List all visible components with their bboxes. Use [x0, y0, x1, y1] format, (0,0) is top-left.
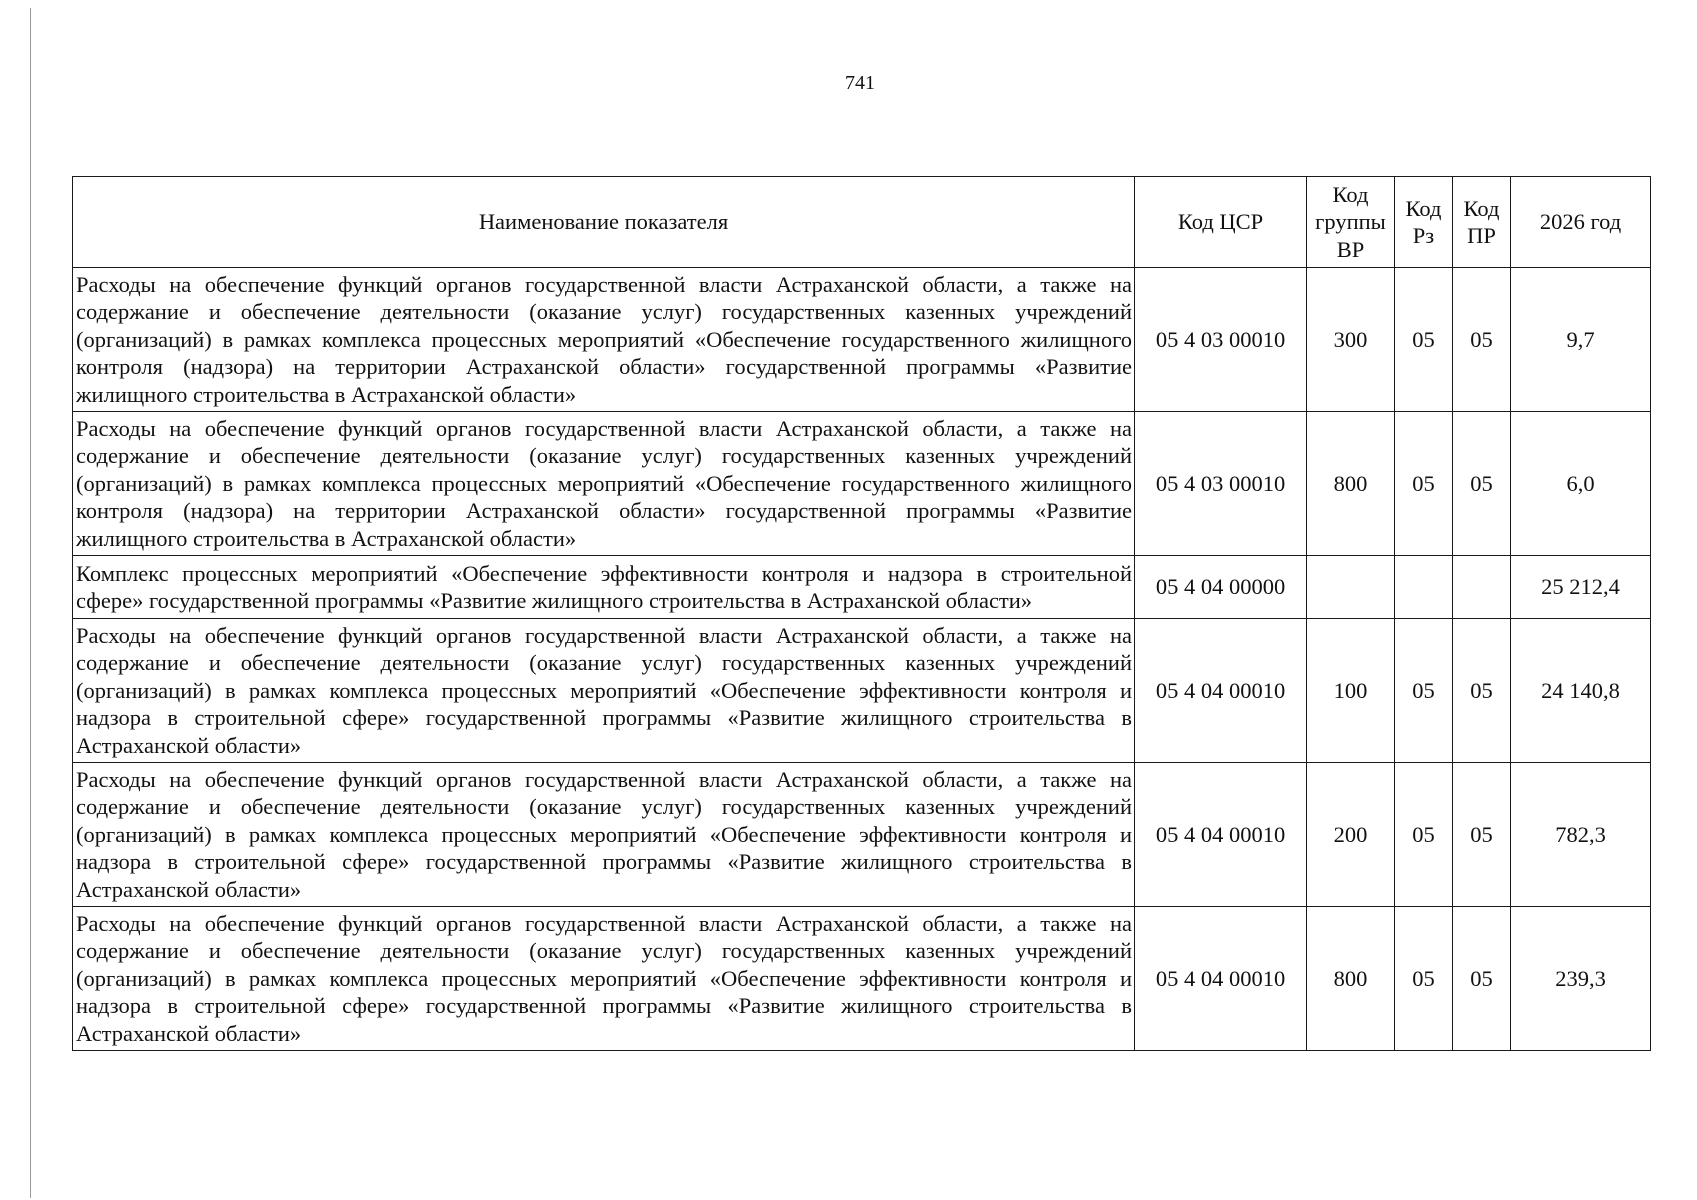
table-header-row: [73, 177, 1651, 268]
row-name: Расходы на обеспечение функций органов государственной власти Астраханской области, а также на содержание и обеспечение деятельности (оказание услуг) государственных казенных учреждений (организаций) в рамках комплекса процессных мероприятий «Обеспечение эффективности контроля и надзора в строительной сфере» государственной программы «Развитие жилищного строительства в Астраханской области»: [73, 619, 1135, 763]
row-name: Расходы на обеспечение функций органов государственной власти Астраханской области, а также на содержание и обеспечение деятельности (оказание услуг) государственных казенных учреждений (организаций) в рамках комплекса процессных мероприятий «Обеспечение эффективности контроля и надзора в строительной сфере» государственной программы «Развитие жилищного строительства в Астраханской области»: [73, 763, 1135, 907]
row-pr: 05: [1453, 268, 1511, 412]
row-amount: 9,7: [1511, 268, 1651, 412]
row-amount: 25 212,4: [1511, 556, 1651, 619]
row-amount: 6,0: [1511, 412, 1651, 556]
row-name: Комплекс процессных мероприятий «Обеспечение эффективности контроля и надзора в строительной сфере» государственной программы «Развитие жилищного строительства в Астраханской области»: [73, 556, 1135, 619]
table-row: [73, 412, 1651, 556]
row-pr: 05: [1453, 619, 1511, 763]
row-csr: 05 4 03 00010: [1135, 412, 1307, 556]
row-amount: 24 140,8: [1511, 619, 1651, 763]
row-rz: 05: [1395, 619, 1453, 763]
row-pr: 05: [1453, 412, 1511, 556]
row-rz: 05: [1395, 412, 1453, 556]
header-name: Наименование показателя: [73, 177, 1135, 268]
row-vr: 800: [1307, 412, 1395, 556]
table-row: [73, 763, 1651, 907]
header-csr: Код ЦСР: [1135, 177, 1307, 268]
row-vr: 300: [1307, 268, 1395, 412]
scan-edge-line: [30, 8, 31, 1198]
row-pr: 05: [1453, 763, 1511, 907]
row-rz: 05: [1395, 268, 1453, 412]
row-csr: 05 4 04 00010: [1135, 907, 1307, 1051]
header-year: 2026 год: [1511, 177, 1651, 268]
row-rz: 05: [1395, 763, 1453, 907]
row-name: Расходы на обеспечение функций органов государственной власти Астраханской области, а также на содержание и обеспечение деятельности (оказание услуг) государственных казенных учреждений (организаций) в рамках комплекса процессных мероприятий «Обеспечение государственного жилищного контроля (надзора) на территории Астраханской области» государственной программы «Развитие жилищного строительства в Астраханской области»: [73, 412, 1135, 556]
row-csr: 05 4 03 00010: [1135, 268, 1307, 412]
row-csr: 05 4 04 00010: [1135, 763, 1307, 907]
table-row: [73, 619, 1651, 763]
row-rz: [1395, 556, 1453, 619]
row-vr: 200: [1307, 763, 1395, 907]
table-row: [73, 268, 1651, 412]
table-row: [73, 907, 1651, 1051]
row-csr: 05 4 04 00010: [1135, 619, 1307, 763]
row-vr: [1307, 556, 1395, 619]
row-vr: 800: [1307, 907, 1395, 1051]
row-amount: 782,3: [1511, 763, 1651, 907]
header-rz: Код Рз: [1395, 177, 1453, 268]
row-name: Расходы на обеспечение функций органов государственной власти Астраханской области, а также на содержание и обеспечение деятельности (оказание услуг) государственных казенных учреждений (организаций) в рамках комплекса процессных мероприятий «Обеспечение эффективности контроля и надзора в строительной сфере» государственной программы «Развитие жилищного строительства в Астраханской области»: [73, 907, 1135, 1051]
header-vr: Код группы ВР: [1307, 177, 1395, 268]
budget-table: [72, 176, 1651, 1051]
row-name: Расходы на обеспечение функций органов государственной власти Астраханской области, а также на содержание и обеспечение деятельности (оказание услуг) государственных казенных учреждений (организаций) в рамках комплекса процессных мероприятий «Обеспечение государственного жилищного контроля (надзора) на территории Астраханской области» государственной программы «Развитие жилищного строительства в Астраханской области»: [73, 268, 1135, 412]
row-csr: 05 4 04 00000: [1135, 556, 1307, 619]
table-row: [73, 556, 1651, 619]
row-amount: 239,3: [1511, 907, 1651, 1051]
row-rz: 05: [1395, 907, 1453, 1051]
row-pr: 05: [1453, 907, 1511, 1051]
row-pr: [1453, 556, 1511, 619]
header-pr: Код ПР: [1453, 177, 1511, 268]
row-vr: 100: [1307, 619, 1395, 763]
page-number: 741: [845, 72, 875, 94]
